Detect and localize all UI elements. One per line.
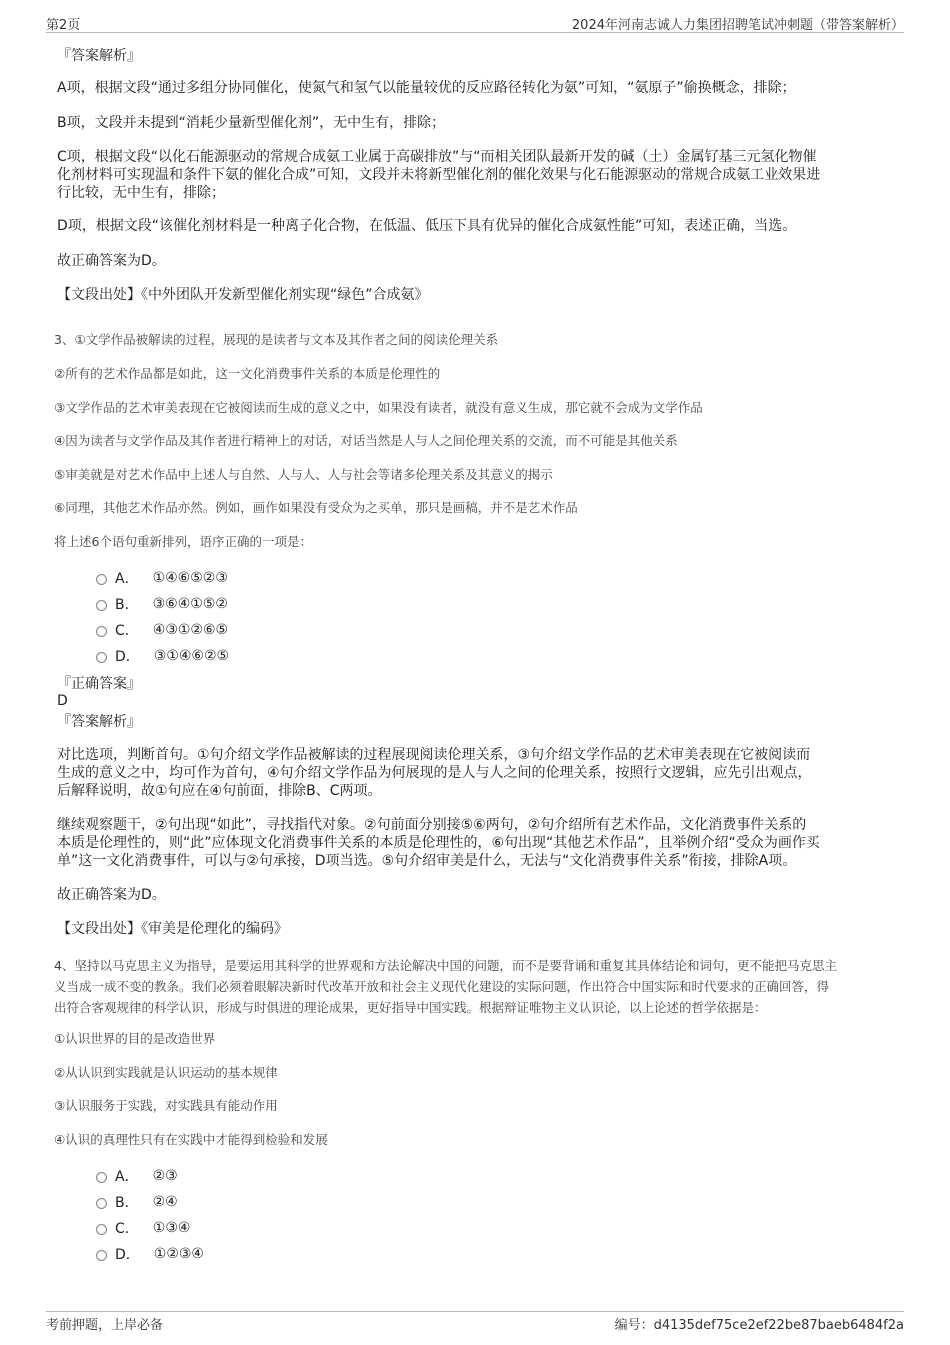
analysis-para-c-line1: C项，根据文段“以化石能源驱动的常规合成氨工业属于高碳排放”与“而相关团队最新开发的碱（土）金属钌基三元氢化物催 <box>57 149 817 165</box>
option-text: ①③④ <box>152 1220 191 1236</box>
analysis-para-c-line2: 化剂材料可实现温和条件下氨的催化合成”可知，文段并未将新型催化剂的催化效果与化石能源驱动的常规合成氨工业效果进 <box>57 167 821 183</box>
q4-statement-3: ③认识服务于实践，对实践具有能动作用 <box>54 1098 278 1113</box>
q4-statement-1: ①认识世界的目的是改造世界 <box>54 1031 216 1046</box>
document-title: 2024年河南志诚人力集团招聘笔试冲刺题（带答案解析） <box>571 18 904 33</box>
q3-analysis-p1-line2: 生成的意义之中，均可作为首句，④句介绍文学作品为何展现的是人与人之间的伦理关系，按照行文逻辑，应先引出观点， <box>57 765 812 781</box>
radio-button[interactable] <box>96 1224 107 1235</box>
option-text: ③⑥④①⑤② <box>152 596 228 612</box>
radio-button[interactable] <box>96 1250 107 1261</box>
q3-sentence-3: ③文学作品的艺术审美表现在它被阅读而生成的意义之中，如果没有读者，就没有意义生成，那它就不会成为文学作品 <box>54 400 703 415</box>
q4-stem-line3: 出符合客观规律的科学认识，形成与时俱进的理论成果，更好指导中国实践。根据辩证唯物主义认识论，以上论述的哲学依据是： <box>54 1000 767 1015</box>
correct-answer-label: 『正确答案』 <box>57 676 141 692</box>
q3-sentence-1: 3、①文学作品被解读的过程，展现的是读者与文本及其作者之间的阅读伦理关系 <box>54 332 499 347</box>
q3-option-c[interactable]: C． ④③①②⑥⑤ <box>96 620 228 640</box>
radio-button[interactable] <box>96 1172 107 1183</box>
option-text: ③①④⑥②⑤ <box>153 648 230 664</box>
q4-option-d[interactable]: D． ①②③④ <box>96 1244 204 1264</box>
q4-option-b[interactable]: B． ②④ <box>96 1192 178 1212</box>
option-text: ①④⑥⑤②③ <box>152 570 228 586</box>
option-text: ②③ <box>152 1168 178 1184</box>
analysis-label: 『答案解析』 <box>57 48 141 64</box>
correct-answer: D <box>57 693 68 709</box>
q3-analysis-p2-line2: 本质是伦理性的，则“此”应体现文化消费事件关系的本质是伦理性的，⑥句出现“其他艺术作品”，且举例介绍“受众为画作买 <box>57 835 820 851</box>
q3-sentence-5: ⑤审美就是对艺术作品中上述人与自然、人与人、人与社会等诸多伦理关系及其意义的揭示 <box>54 467 553 482</box>
analysis-para-a: A项，根据文段“通过多组分协同催化，使氮气和氢气以能量较优的反应路径转化为氨”可知，“氨原子”偷换概念，排除； <box>57 80 796 96</box>
q4-stem-line2: 义当成一成不变的教条。我们必须着眼解决新时代改革开放和社会主义现代化建设的实际问题，作出符合中国实际和时代要求的正确回答，得 <box>54 979 830 994</box>
source-citation: 【文段出处】《审美是伦理化的编码》 <box>57 921 288 937</box>
q4-statement-4: ④认识的真理性只有在实践中才能得到检验和发展 <box>54 1132 328 1147</box>
q3-analysis-p1-line1: 对比选项，判断首句。①句介绍文学作品被解读的过程展现阅读伦理关系，③句介绍文学作品的艺术审美表现在它被阅读而 <box>57 747 811 763</box>
page-header <box>46 14 904 34</box>
q3-sentence-4: ④因为读者与文学作品及其作者进行精神上的对话，对话当然是人与人之间伦理关系的交流，而不可能是其他关系 <box>54 433 678 448</box>
q3-sentence-2: ②所有的艺术作品都是如此，这一文化消费事件关系的本质是伦理性的 <box>54 366 441 381</box>
q4-statement-2: ②从认识到实践就是认识运动的基本规律 <box>54 1065 278 1080</box>
page-number: 第2页 <box>46 18 81 33</box>
answer-conclusion: 故正确答案为D。 <box>57 253 166 269</box>
q3-option-b[interactable]: B． ③⑥④①⑤② <box>96 594 228 614</box>
q4-option-a[interactable]: A． ②③ <box>96 1166 178 1186</box>
q3-option-a[interactable]: A． ①④⑥⑤②③ <box>96 568 228 588</box>
analysis-para-b: B项，文段并未提到“消耗少量新型催化剂”，无中生有，排除； <box>57 115 446 131</box>
option-text: ④③①②⑥⑤ <box>152 622 229 638</box>
analysis-para-d: D项，根据文段“该催化剂材料是一种离子化合物，在低温、低压下具有优异的催化合成氨性能”可知，表述正确，当选。 <box>57 218 797 234</box>
radio-button[interactable] <box>96 574 107 585</box>
option-text: ①②③④ <box>153 1246 204 1262</box>
footer-slogan: 考前押题，上岸必备 <box>46 1318 164 1333</box>
radio-button[interactable] <box>96 600 107 611</box>
q4-stem-line1: 4、坚持以马克思主义为指导，是要运用其科学的世界观和方法论解决中国的问题，而不是要背诵和重复其具体结论和词句，更不能把马克思主 <box>54 958 837 973</box>
q3-analysis-p1-line3: 后解释说明，故①句应在④句前面，排除B、C两项。 <box>57 783 382 799</box>
source-citation: 【文段出处】《中外团队开发新型催化剂实现“绿色”合成氨》 <box>57 287 429 303</box>
q3-option-d[interactable]: D． ③①④⑥②⑤ <box>96 646 229 666</box>
q4-option-c[interactable]: C． ①③④ <box>96 1218 190 1238</box>
q3-prompt: 将上述6个语句重新排列，语序正确的一项是： <box>54 534 312 549</box>
radio-button[interactable] <box>96 652 107 663</box>
q3-analysis-p2-line1: 继续观察题干，②句出现“如此”，寻找指代对象。②句前面分别接⑤⑥两句，②句介绍所有艺术作品，文化消费事件关系的 <box>57 817 807 833</box>
analysis-para-c-line3: 行比较，无中生有，排除； <box>57 185 225 201</box>
header-divider <box>46 32 904 33</box>
radio-button[interactable] <box>96 1198 107 1209</box>
answer-conclusion: 故正确答案为D。 <box>57 887 166 903</box>
analysis-label: 『答案解析』 <box>57 714 141 730</box>
option-text: ②④ <box>152 1194 178 1210</box>
footer-divider <box>46 1311 904 1312</box>
q3-analysis-p2-line3: 单”这一文化消费事件，可以与②句承接，D项当选。⑤句介绍审美是什么，无法与“文化消费事件关系”衔接，排除A项。 <box>57 853 797 869</box>
q3-sentence-6: ⑥同理，其他艺术作品亦然。例如，画作如果没有受众为之买单，那只是画稿，并不是艺术作品 <box>54 500 578 515</box>
document-id: 编号：d4135def75ce2ef22be87baeb6484f2a <box>614 1318 904 1333</box>
radio-button[interactable] <box>96 626 107 637</box>
